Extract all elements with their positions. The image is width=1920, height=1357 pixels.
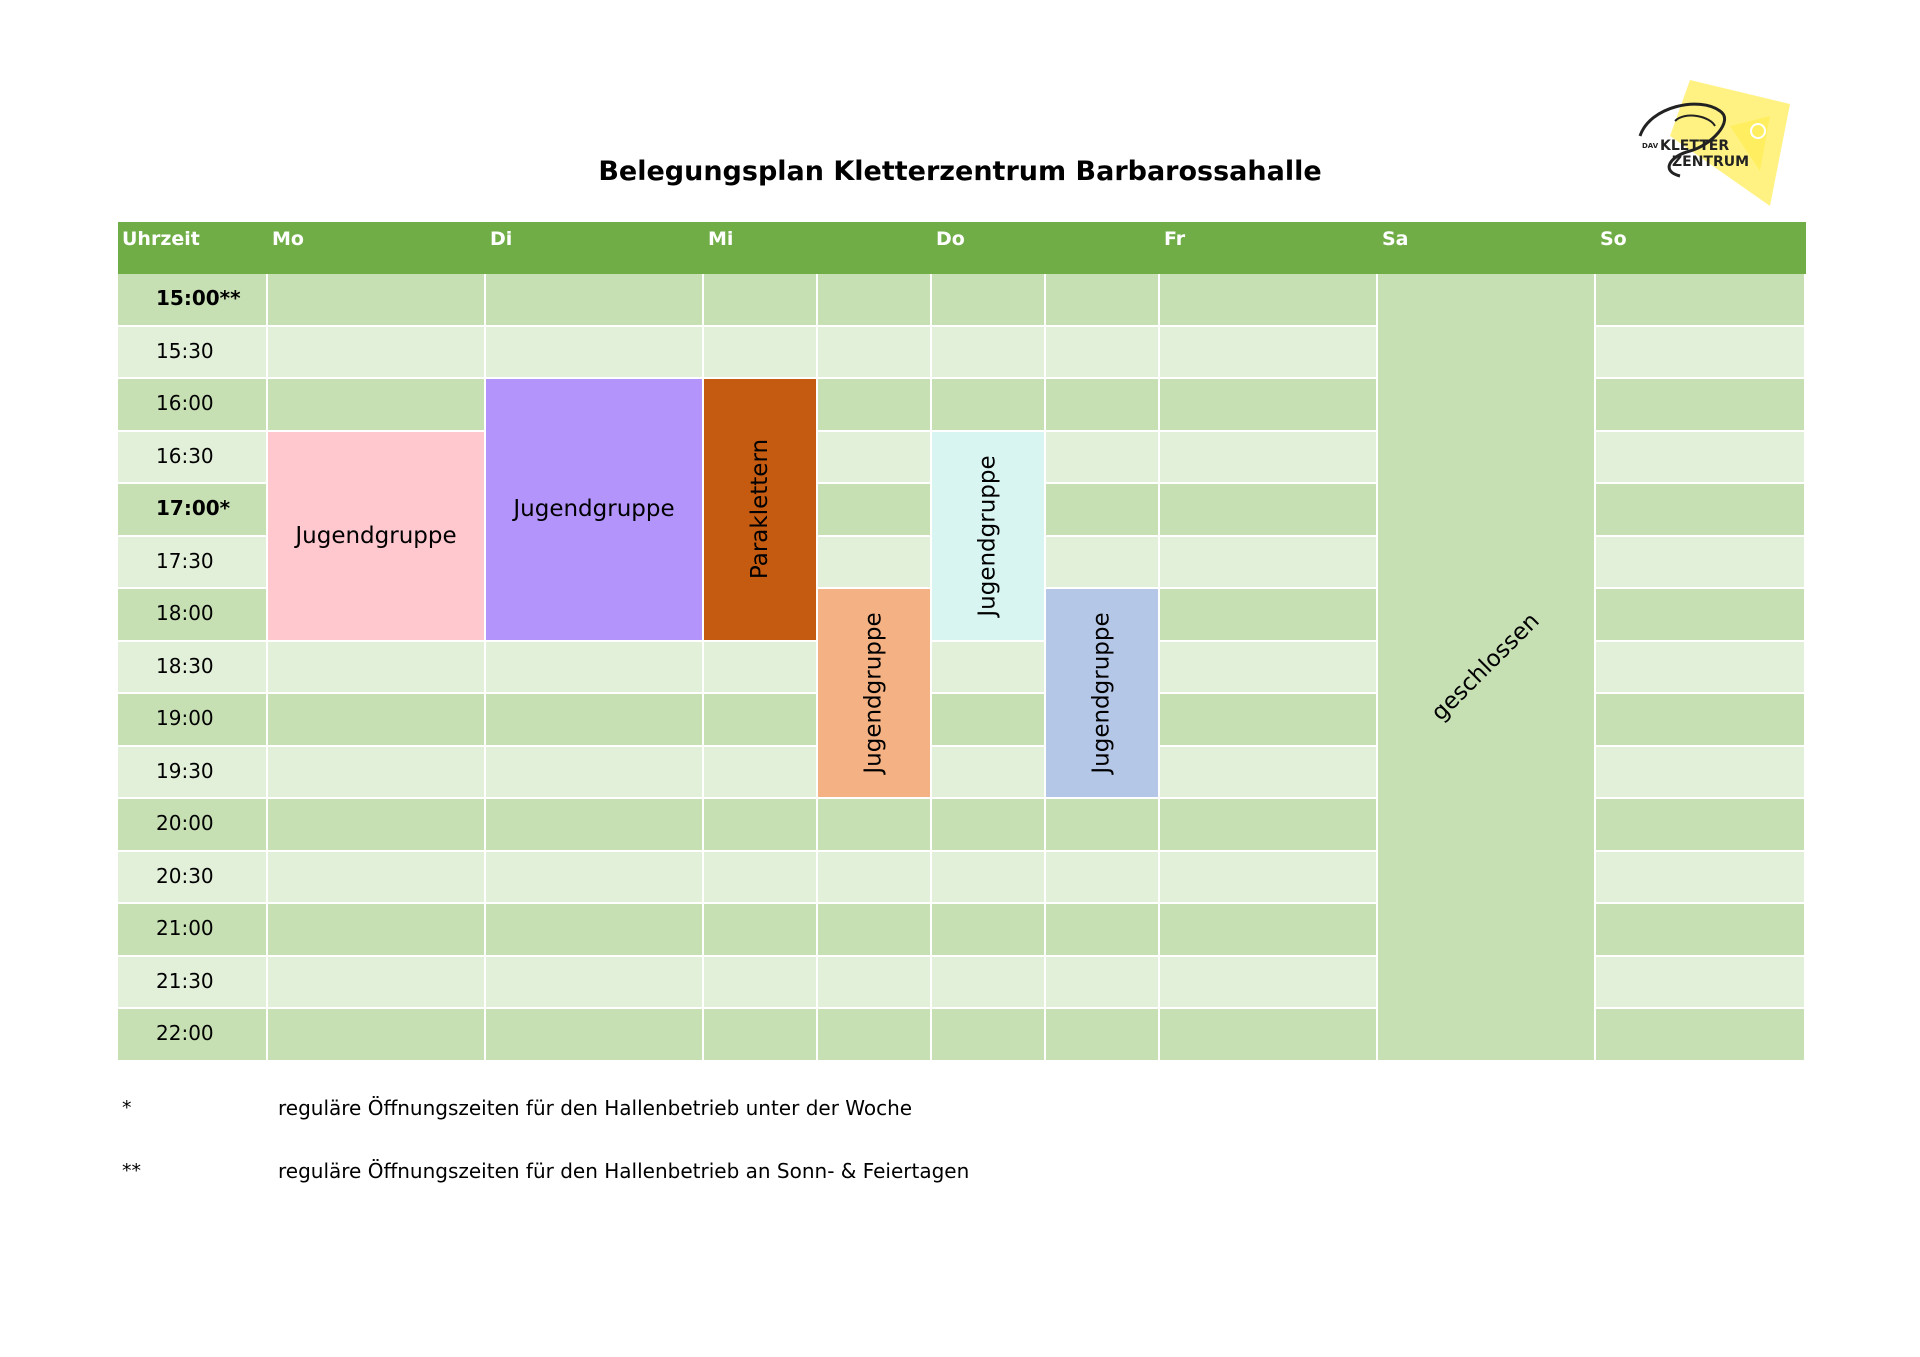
schedule-cell <box>486 904 704 957</box>
schedule-cell <box>704 957 818 1010</box>
schedule-cell <box>704 327 818 380</box>
time-slot-label: 21:00 <box>118 904 268 957</box>
time-slot-label: 15:00** <box>118 274 268 327</box>
schedule-cell <box>932 904 1046 957</box>
schedule-cell <box>1160 432 1378 485</box>
schedule-cell <box>704 274 818 327</box>
schedule-cell <box>932 274 1046 327</box>
header-day-so: So <box>1600 228 1627 250</box>
booking-label: Jugendgruppe <box>1089 612 1115 774</box>
header-time-label: Uhrzeit <box>122 228 200 250</box>
svg-text:DAV: DAV <box>1642 142 1659 150</box>
note-text: reguläre Öffnungszeiten für den Hallenbetrieb an Sonn- & Feiertagen <box>278 1159 970 1183</box>
schedule-cell <box>268 904 486 957</box>
schedule-cell <box>1046 904 1160 957</box>
schedule-cell <box>932 957 1046 1010</box>
schedule-cell <box>1046 957 1160 1010</box>
time-slot-label: 15:30 <box>118 327 268 380</box>
schedule-cell <box>486 327 704 380</box>
schedule-cell <box>932 327 1046 380</box>
schedule-cell <box>932 747 1046 800</box>
schedule-cell <box>932 642 1046 695</box>
time-slot-label: 18:30 <box>118 642 268 695</box>
schedule-cell <box>932 1009 1046 1062</box>
schedule-cell <box>1596 274 1806 327</box>
schedule-cell <box>268 852 486 905</box>
schedule-cell <box>932 694 1046 747</box>
note-text: reguläre Öffnungszeiten für den Hallenbetrieb unter der Woche <box>278 1096 913 1120</box>
note-mark: * <box>122 1097 132 1119</box>
schedule-cell <box>1596 747 1806 800</box>
schedule-cell <box>486 642 704 695</box>
schedule-cell <box>1160 904 1378 957</box>
time-slot-label: 16:30 <box>118 432 268 485</box>
schedule-cell <box>704 747 818 800</box>
time-slot-label: 17:30 <box>118 537 268 590</box>
booking-block <box>818 589 932 799</box>
schedule-cell <box>1160 537 1378 590</box>
time-slot-label: 21:30 <box>118 957 268 1010</box>
schedule-cell <box>1046 379 1160 432</box>
schedule-cell <box>1160 379 1378 432</box>
booking-block <box>486 379 704 642</box>
schedule-cell <box>1160 747 1378 800</box>
schedule-cell <box>1596 904 1806 957</box>
schedule-cell <box>486 957 704 1010</box>
schedule-cell <box>1596 432 1806 485</box>
schedule-cell <box>704 799 818 852</box>
time-slot-label: 16:00 <box>118 379 268 432</box>
schedule-cell <box>486 852 704 905</box>
schedule-cell <box>1596 957 1806 1010</box>
time-slot-label: 19:30 <box>118 747 268 800</box>
schedule-cell <box>268 642 486 695</box>
booking-block <box>932 432 1046 642</box>
schedule-cell <box>818 537 932 590</box>
time-slot-label: 19:00 <box>118 694 268 747</box>
schedule-cell <box>1046 274 1160 327</box>
schedule-cell <box>486 274 704 327</box>
booking-block <box>704 379 818 642</box>
schedule-cell <box>1160 799 1378 852</box>
schedule-cell <box>818 852 932 905</box>
schedule-cell <box>268 1009 486 1062</box>
time-slot-label: 22:00 <box>118 1009 268 1062</box>
schedule-cell <box>818 904 932 957</box>
schedule-cell <box>1160 852 1378 905</box>
svg-text:ZENTRUM: ZENTRUM <box>1672 154 1750 170</box>
note-mark: ** <box>122 1160 141 1182</box>
page-title: Belegungsplan Kletterzentrum Barbarossahalle <box>598 156 1322 187</box>
schedule-cell <box>1596 327 1806 380</box>
schedule-cell <box>268 799 486 852</box>
schedule-cell <box>1160 327 1378 380</box>
booking-label: geschlossen <box>1426 607 1546 726</box>
schedule-cell <box>1596 589 1806 642</box>
booking-label: Paraklettern <box>747 439 773 580</box>
time-slot-label: 20:00 <box>118 799 268 852</box>
schedule-cell <box>818 799 932 852</box>
schedule-cell <box>818 379 932 432</box>
schedule-cell <box>704 904 818 957</box>
schedule-cell <box>704 1009 818 1062</box>
schedule-cell <box>704 642 818 695</box>
booking-block <box>268 432 486 642</box>
schedule-cell <box>486 1009 704 1062</box>
schedule-cell <box>1160 274 1378 327</box>
schedule-cell <box>486 799 704 852</box>
schedule-cell <box>1596 799 1806 852</box>
time-slot-label: 20:30 <box>118 852 268 905</box>
schedule-cell <box>704 852 818 905</box>
schedule-cell <box>1160 957 1378 1010</box>
booking-label: Jugendgruppe <box>295 522 457 549</box>
schedule-cell <box>818 957 932 1010</box>
schedule-cell <box>1596 484 1806 537</box>
schedule-cell <box>1046 799 1160 852</box>
schedule-cell <box>268 694 486 747</box>
schedule-cell <box>1596 1009 1806 1062</box>
schedule-cell <box>268 274 486 327</box>
schedule-cell <box>1046 327 1160 380</box>
booking-block <box>1046 589 1160 799</box>
header-day-di: Di <box>490 228 513 250</box>
schedule-cell <box>1160 484 1378 537</box>
header-day-do: Do <box>936 228 965 250</box>
header-day-mo: Mo <box>272 228 304 250</box>
schedule-cell <box>932 379 1046 432</box>
svg-text:KLETTER: KLETTER <box>1660 138 1730 154</box>
schedule-cell <box>932 799 1046 852</box>
schedule-cell <box>818 484 932 537</box>
schedule-cell <box>1596 537 1806 590</box>
schedule-cell <box>268 747 486 800</box>
schedule-cell <box>486 747 704 800</box>
schedule-cell <box>1596 694 1806 747</box>
schedule-cell <box>1596 852 1806 905</box>
header-day-mi: Mi <box>708 228 734 250</box>
closed-block <box>1378 274 1596 1062</box>
schedule-cell <box>268 379 486 432</box>
schedule-cell <box>1160 589 1378 642</box>
schedule-cell <box>1046 537 1160 590</box>
schedule-cell <box>818 432 932 485</box>
schedule-cell <box>932 852 1046 905</box>
schedule-cell <box>1046 1009 1160 1062</box>
booking-label: Jugendgruppe <box>861 612 887 774</box>
schedule-cell <box>818 327 932 380</box>
time-slot-label: 17:00* <box>118 484 268 537</box>
schedule-cell <box>1596 379 1806 432</box>
schedule-cell <box>1046 484 1160 537</box>
schedule-cell <box>818 1009 932 1062</box>
schedule-cell <box>1046 852 1160 905</box>
time-slot-label: 18:00 <box>118 589 268 642</box>
schedule-cell <box>1596 642 1806 695</box>
schedule-cell <box>1046 432 1160 485</box>
schedule-cell <box>1160 1009 1378 1062</box>
schedule-cell <box>818 274 932 327</box>
header-day-sa: Sa <box>1382 228 1409 250</box>
booking-label: Jugendgruppe <box>513 496 675 523</box>
schedule-cell <box>268 957 486 1010</box>
schedule-cell <box>1160 642 1378 695</box>
booking-label: Jugendgruppe <box>975 454 1001 617</box>
schedule-cell <box>1160 694 1378 747</box>
schedule-cell <box>268 327 486 380</box>
schedule-cell <box>704 694 818 747</box>
header-day-fr: Fr <box>1164 228 1186 250</box>
schedule-cell <box>486 694 704 747</box>
